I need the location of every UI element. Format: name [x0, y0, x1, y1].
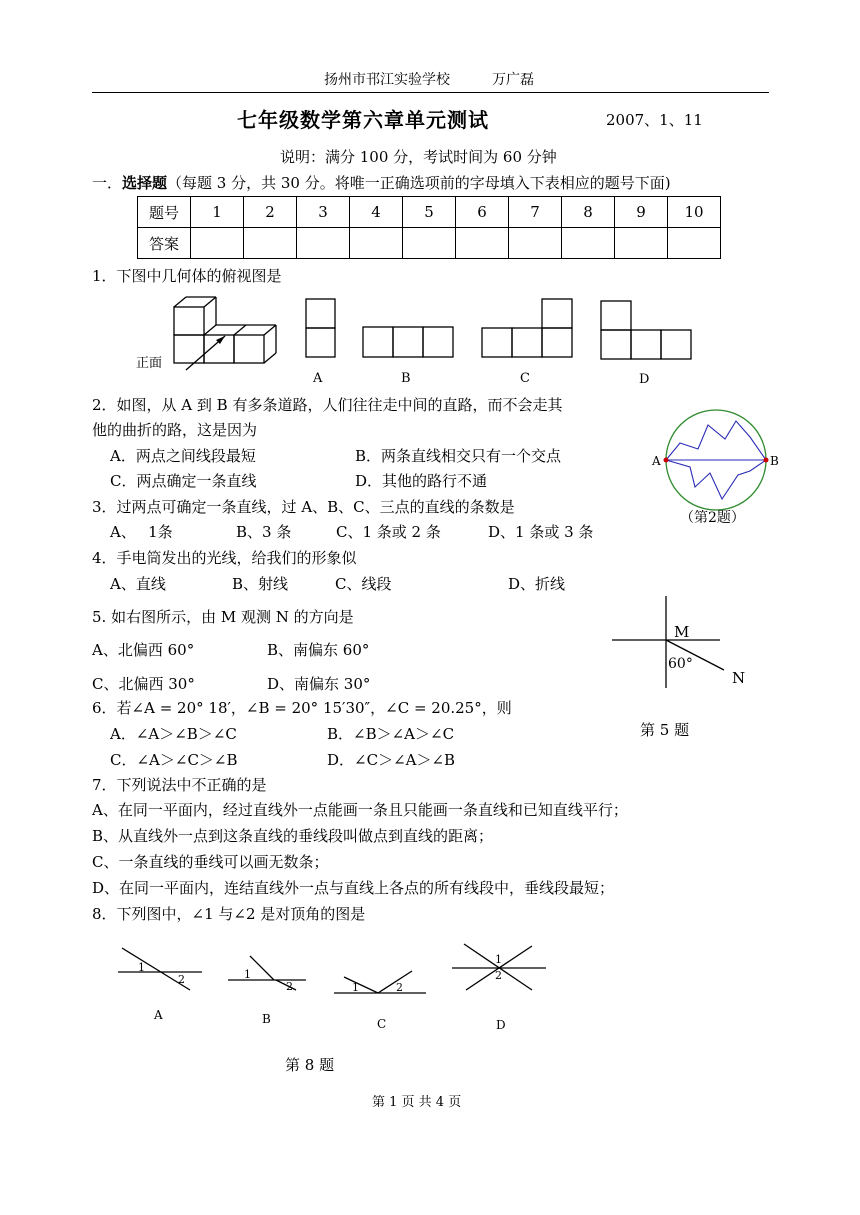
- question-2-line2: 他的曲折的路，这是因为: [92, 421, 258, 439]
- q8-angle-2-label: 2: [396, 981, 403, 994]
- q2-option-b: B．两条直线相交只有一个交点: [355, 447, 562, 465]
- question-number-cell: 3: [297, 197, 350, 228]
- question-number-cell: 8: [562, 197, 615, 228]
- question-6-text: 6．若∠A = 20° 18′，∠B = 20° 15′30″，∠C = 20.25°，则: [92, 699, 512, 717]
- q8-figure-c: [330, 955, 430, 1035]
- q5-option-b: B、南偏东 60°: [267, 641, 370, 659]
- answer-cell[interactable]: [562, 228, 615, 259]
- question-2-line1: 2．如图，从 A 到 B 有多条道路，人们往往走中间的直路，而不会走其: [92, 396, 563, 414]
- answer-cell[interactable]: [350, 228, 403, 259]
- q1-option-label: C: [520, 371, 530, 386]
- q8-angle-1-label: 1: [352, 981, 359, 994]
- q8-angle-2-label: 2: [286, 980, 293, 993]
- q6-option-a: A．∠A＞∠B＞∠C: [110, 725, 237, 743]
- section-number: 一．: [92, 174, 123, 192]
- q7-option-a: A、在同一平面内，经过直线外一点能画一条且只能画一条直线和已知直线平行；: [92, 801, 628, 819]
- q8-figure-label: C: [377, 1017, 387, 1031]
- q1-option-c-figure: [481, 298, 573, 360]
- answer-cell[interactable]: [297, 228, 350, 259]
- question-number-cell: 9: [615, 197, 668, 228]
- answer-cell[interactable]: [668, 228, 721, 259]
- question-1-text: 1．下图中几何体的俯视图是: [92, 267, 282, 285]
- q1-option-label: A: [313, 371, 323, 386]
- q7-option-d: D、在同一平面内，连结直线外一点与直线上各点的所有线段中，垂线段最短；: [92, 879, 615, 897]
- q5-angle-label: 60°: [668, 656, 693, 672]
- q8-figure-label: B: [262, 1012, 271, 1026]
- answer-table-number-row: [138, 197, 721, 228]
- answer-cell[interactable]: [403, 228, 456, 259]
- q8-angle-2-label: 2: [495, 969, 502, 982]
- q3-option-b: B、3 条: [236, 523, 292, 541]
- q8-figure-b: [220, 940, 320, 1030]
- q4-option-a: A、直线: [110, 575, 166, 593]
- q2-point-a-label: A: [652, 454, 661, 468]
- answer-table-row-label: 答案: [138, 228, 191, 259]
- q8-figure-label: D: [496, 1018, 506, 1032]
- question-number-cell: 5: [403, 197, 456, 228]
- q5-option-d: D、南偏东 30°: [267, 675, 371, 693]
- q2-figure-caption: （第2题）: [680, 510, 745, 526]
- q8-figure-caption: 第 8 题: [285, 1056, 335, 1074]
- page-footer: 第 1 页 共 4 页: [372, 1095, 462, 1110]
- section-heading: [92, 174, 671, 192]
- section-title: 选择题: [122, 174, 168, 192]
- q4-option-b: B、射线: [232, 575, 289, 593]
- q8-angle-1-label: 1: [138, 961, 145, 974]
- q8-figure-a: [110, 940, 210, 1030]
- question-7-text: 7．下列说法中不正确的是: [92, 776, 267, 794]
- q7-option-b: B、从直线外一点到这条直线的垂线段叫做点到直线的距离；: [92, 827, 494, 845]
- answer-table-row-label: 题号: [138, 197, 191, 228]
- question-3-text: 3．过两点可确定一条直线，过 A、B、C、三点的直线的条数是: [92, 498, 515, 516]
- q6-option-b: B．∠B＞∠A＞∠C: [327, 725, 455, 743]
- header-rule: [92, 92, 769, 93]
- q1-option-label: B: [401, 371, 411, 386]
- question-number-cell: 2: [244, 197, 297, 228]
- q8-figure-label: A: [154, 1008, 163, 1022]
- section-desc: （每题 3 分，共 30 分。将唯一正确选项前的字母填入下表相应的题号下面): [167, 174, 671, 192]
- answer-cell[interactable]: [456, 228, 509, 259]
- q1-option-label: D: [639, 372, 650, 387]
- question-number-cell: 1: [191, 197, 244, 228]
- exam-note: 说明：满分 100 分，考试时间为 60 分钟: [280, 148, 557, 166]
- q5-point-n-label: N: [732, 669, 746, 687]
- q6-option-c: C．∠A＞∠C＞∠B: [110, 751, 238, 769]
- q2-option-d: D．其他的路行不通: [355, 472, 488, 490]
- q5-figure: [610, 592, 760, 692]
- question-8-text: 8．下列图中，∠1 与∠2 是对顶角的图是: [92, 905, 366, 923]
- answer-table-answer-row: [138, 228, 721, 259]
- q5-point-m-label: M: [674, 623, 690, 641]
- title-date: 2007、1、11: [606, 111, 703, 129]
- page-title: 七年级数学第六章单元测试: [237, 108, 489, 132]
- answer-cell[interactable]: [191, 228, 244, 259]
- q2-figure: [650, 405, 780, 515]
- answer-cell[interactable]: [615, 228, 668, 259]
- q4-option-d: D、折线: [508, 575, 566, 593]
- q4-option-c: C、线段: [335, 575, 392, 593]
- q6-option-d: D．∠C＞∠A＞∠B: [327, 751, 456, 769]
- q5-figure-caption: 第 5 题: [640, 721, 690, 739]
- question-5-text: 5. 如右图所示，由 M 观测 N 的方向是: [92, 608, 354, 626]
- q1-option-a-figure: [305, 298, 337, 360]
- question-number-cell: 4: [350, 197, 403, 228]
- q2-point-b-label: B: [770, 454, 779, 468]
- q2-option-c: C．两点确定一条直线: [110, 472, 257, 490]
- q1-option-b-figure: [362, 326, 454, 360]
- answer-cell[interactable]: [509, 228, 562, 259]
- q5-option-c: C、北偏西 30°: [92, 675, 195, 693]
- q3-option-c: C、1 条或 2 条: [336, 523, 441, 541]
- q8-angle-1-label: 1: [244, 968, 251, 981]
- q7-option-c: C、一条直线的垂线可以画无数条；: [92, 853, 329, 871]
- question-number-cell: 7: [509, 197, 562, 228]
- question-4-text: 4．手电筒发出的光线，给我们的形象似: [92, 549, 357, 567]
- answer-table: [137, 196, 721, 259]
- q3-option-d: D、1 条或 3 条: [488, 523, 594, 541]
- question-number-cell: 10: [668, 197, 721, 228]
- answer-cell[interactable]: [244, 228, 297, 259]
- q5-option-a: A、北偏西 60°: [92, 641, 195, 659]
- q8-angle-1-label: 1: [495, 953, 502, 966]
- q8-angle-2-label: 2: [178, 973, 185, 986]
- question-number-cell: 6: [456, 197, 509, 228]
- q3-option-a: A、 1条: [110, 523, 173, 541]
- q8-figure-d: [450, 938, 550, 1033]
- q1-front-label: 正面: [136, 356, 163, 371]
- q1-option-d-figure: [600, 300, 692, 362]
- q2-option-a: A．两点之间线段最短: [110, 447, 256, 465]
- page-header: 扬州市邗江实验学校 万广磊: [324, 72, 534, 88]
